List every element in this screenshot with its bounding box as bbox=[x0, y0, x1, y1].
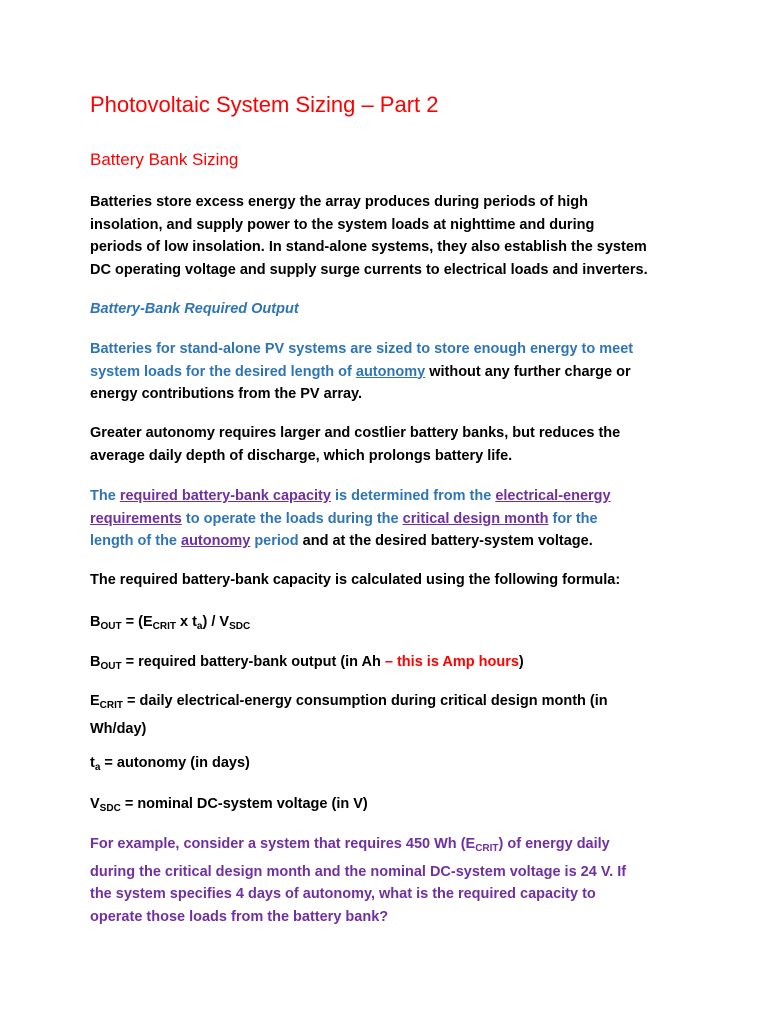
capacity-l3-text: length of the bbox=[90, 533, 182, 549]
required-capacity-link[interactable]: required battery-bank capacity bbox=[119, 488, 331, 504]
capacity-line-3 bbox=[90, 530, 690, 553]
example-line-4: operate those loads from the battery bank? bbox=[90, 908, 389, 925]
def-ecrit bbox=[90, 690, 690, 740]
capacity-paragraph bbox=[90, 485, 690, 553]
def-ecrit-sym: E bbox=[90, 693, 100, 709]
formula-close-div: ) / V bbox=[202, 614, 230, 630]
autonomy-link[interactable]: autonomy bbox=[355, 363, 426, 380]
def-ecrit-line-2: Wh/day) bbox=[90, 720, 147, 737]
formula-eq-open: = (E bbox=[121, 614, 153, 630]
example-line-1 bbox=[90, 833, 690, 861]
autonomy-line-2-tail: without any further charge or bbox=[425, 363, 631, 380]
section-heading-battery-bank-sizing: Battery Bank Sizing bbox=[90, 150, 239, 169]
def-ta bbox=[90, 752, 690, 780]
subheading-required-output: Battery-Bank Required Output bbox=[90, 301, 299, 317]
formula-intro: The required battery-bank capacity is calculated using the following formula: bbox=[90, 572, 621, 588]
def-vsdc-text: = nominal DC-system voltage (in V) bbox=[120, 796, 368, 812]
def-ecrit-sub: CRIT bbox=[99, 700, 124, 711]
example-l1-text: For example, consider a system that requires 450 Wh (E bbox=[90, 836, 476, 852]
autonomy-line-3: energy contributions from the PV array. bbox=[90, 386, 363, 402]
autonomy-paragraph bbox=[90, 338, 690, 406]
critical-design-month-link[interactable]: critical design month bbox=[402, 510, 549, 527]
def-ta-text: = autonomy (in days) bbox=[100, 755, 250, 771]
def-bout-text: = required battery-bank output (in Ah bbox=[121, 654, 385, 670]
formula bbox=[90, 611, 690, 639]
capacity-line-2 bbox=[90, 508, 690, 531]
formula-b-sub: OUT bbox=[100, 621, 122, 632]
def-bout-sub: OUT bbox=[100, 661, 122, 672]
autonomy-line-2-text: system loads for the desired length of bbox=[90, 363, 356, 380]
example-line-3: the system specifies 4 days of autonomy, what is the required capacity to bbox=[90, 886, 596, 902]
def-vsdc bbox=[90, 793, 690, 821]
autonomy-period-link[interactable]: autonomy bbox=[181, 533, 251, 549]
greater-line-1: Greater autonomy requires larger and costlier battery banks, but reduces the bbox=[90, 425, 621, 441]
formula-b: B bbox=[90, 614, 101, 630]
document-title: Photovoltaic System Sizing – Part 2 bbox=[90, 92, 439, 117]
def-ecrit-text: = daily electrical-energy consumption during critical design month (in bbox=[123, 693, 608, 709]
def-bout-sym: B bbox=[90, 654, 101, 670]
example-l1-tail: ) of energy daily bbox=[498, 836, 610, 852]
capacity-l1-text: The bbox=[90, 488, 120, 504]
requirements-link[interactable]: requirements bbox=[90, 510, 182, 527]
greater-line-2: average daily depth of discharge, which prolongs battery life. bbox=[90, 447, 513, 464]
formula-v-sub: SDC bbox=[229, 621, 251, 632]
def-ta-sym: t bbox=[90, 755, 95, 771]
autonomy-line-1: Batteries for stand-alone PV systems are sized to store enough energy to meet bbox=[90, 341, 634, 357]
intro-line-3: periods of low insolation. In stand-alone systems, they also establish the system bbox=[90, 239, 647, 255]
capacity-line-1 bbox=[90, 485, 690, 508]
example-line-2: during the critical design month and the nominal DC-system voltage is 24 V. If bbox=[90, 863, 627, 880]
def-ecrit-line-1 bbox=[90, 690, 690, 718]
greater-autonomy-paragraph bbox=[90, 422, 690, 467]
def-vsdc-sub: SDC bbox=[99, 803, 121, 814]
example-l1-sub: CRIT bbox=[475, 843, 499, 854]
capacity-l2-tail: for the bbox=[548, 510, 598, 527]
formula-x-t: x t bbox=[175, 614, 197, 630]
example-paragraph bbox=[90, 833, 690, 928]
formula-e-sub: CRIT bbox=[152, 621, 176, 632]
def-bout-amp-hours: – this is Amp hours bbox=[384, 654, 519, 670]
electrical-energy-link[interactable]: electrical-energy bbox=[495, 488, 611, 504]
intro-line-4: DC operating voltage and supply surge currents to electrical loads and inverters. bbox=[90, 261, 648, 278]
def-ta-sub: a bbox=[94, 762, 101, 773]
capacity-l3-tail: and at the desired battery-system voltage. bbox=[298, 533, 593, 549]
autonomy-line-2 bbox=[90, 361, 690, 384]
def-vsdc-sym: V bbox=[90, 796, 100, 812]
capacity-l1-mid: is determined from the bbox=[330, 488, 496, 504]
def-bout-close: ) bbox=[518, 654, 524, 670]
capacity-l2-text: to operate the loads during the bbox=[181, 510, 403, 527]
formula-t-sub: a bbox=[196, 621, 203, 632]
intro-paragraph bbox=[90, 191, 690, 281]
capacity-l3-period: period bbox=[250, 533, 299, 549]
def-bout bbox=[90, 651, 690, 679]
intro-line-1: Batteries store excess energy the array produces during periods of high bbox=[90, 194, 588, 210]
intro-line-2: insolation, and supply power to the system loads at nighttime and during bbox=[90, 216, 595, 233]
